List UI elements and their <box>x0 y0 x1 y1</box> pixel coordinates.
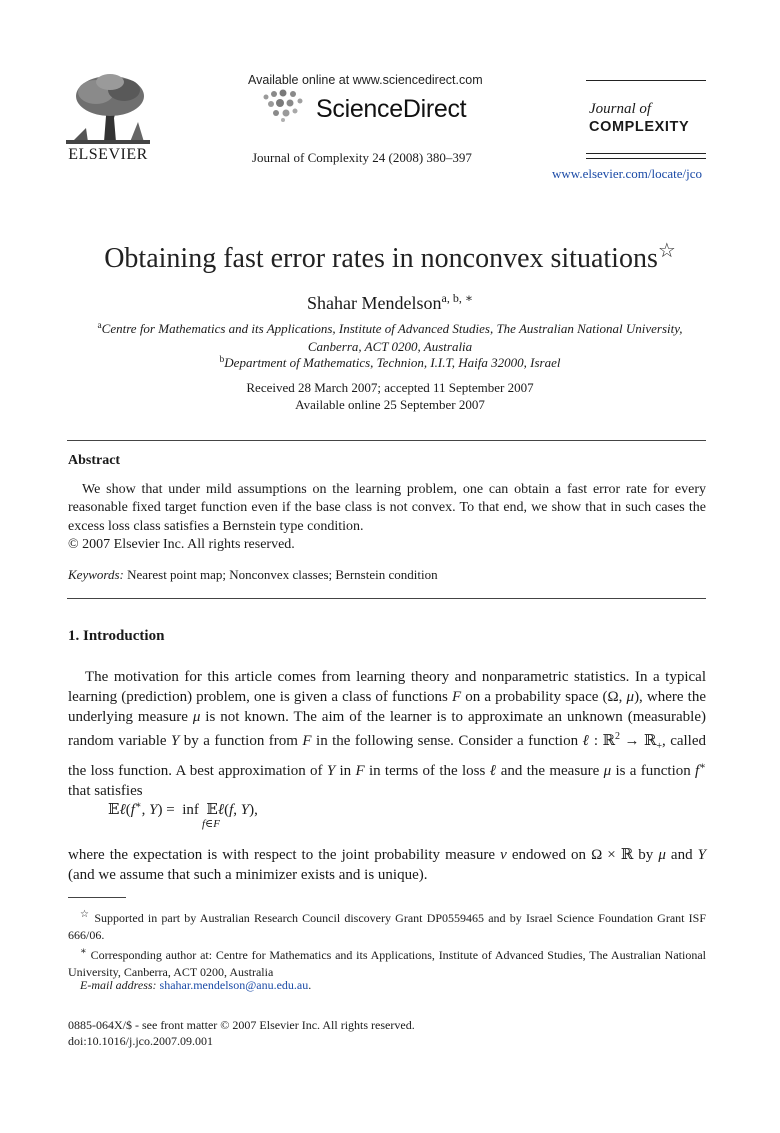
email-link[interactable]: shahar.mendelson@anu.edu.au <box>159 978 309 992</box>
abstract-copyright: © 2007 Elsevier Inc. All rights reserved. <box>68 536 295 552</box>
keywords <box>68 567 438 583</box>
available-online-note: Available online at www.sciencedirect.com <box>248 73 483 87</box>
title-text: Obtaining fast error rates in nonconvex situations <box>104 243 658 274</box>
elsevier-wordmark: ELSEVIER <box>68 146 148 163</box>
affiliation-a-mark: a <box>97 321 102 331</box>
footnote-corr-text: Corresponding author at: Centre for Mathematics and its Applications, Institute of Advanced Studies, The Australian National University, Canberra, ACT 0200, Australia <box>68 948 706 979</box>
footnote-corr-mark: ∗ <box>80 946 87 957</box>
footnote-star-mark: ☆ <box>80 909 91 920</box>
journal-box-rule-bottom-2 <box>586 158 706 159</box>
sciencedirect-brand: ScienceDirect <box>316 95 467 123</box>
journal-box-rule-top <box>586 80 706 81</box>
sciencedirect-dots-icon <box>262 89 312 123</box>
footnote-funding-text: Supported in part by Australian Research Council discovery Grant DP0559465 and by Israel Science Foundation Grant ISF 666/06. <box>68 911 707 942</box>
author-marks[interactable]: a, b, ∗ <box>441 291 473 305</box>
author-name: Shahar Mendelson <box>307 293 442 313</box>
section-heading-introduction: 1. Introduction <box>68 628 165 644</box>
introduction-paragraph: The motivation for this article comes from learning theory and nonparametric statistics. In a typical learning (prediction) problem, one is given a class of functions F on a probability space (Ω, μ), where the underlying measure μ is not known. The aim of the learner is to approximate an unknown (measurable) random variable Y by a function from F in the following sense. Consider a function ℓ : ℝ$^2$ → ℝ$_+$, called the loss function. A best approximation of Y in F in terms of the loss ℓ and the measure μ is a function f∗ that satisfies <box>68 669 707 799</box>
journal-name: COMPLEXITY <box>589 119 690 135</box>
article-title <box>0 238 780 275</box>
journal-url-link[interactable]: www.elsevier.com/locate/jco <box>552 166 703 181</box>
affiliation-a-line1: Centre for Mathematics and its Applications, Institute of Advanced Studies, The Australian National University, <box>101 321 683 336</box>
journal-of-label: Journal of <box>589 101 652 117</box>
abstract-rule-bottom <box>67 598 706 599</box>
equation-subscript: f∈F <box>202 818 220 830</box>
keywords-list: Nearest point map; Nonconvex classes; Bernstein condition <box>127 567 438 582</box>
doi-line[interactable]: doi:10.1016/j.jco.2007.09.001 <box>68 1034 213 1048</box>
affiliation-b-mark: b <box>219 355 225 365</box>
footnote-rule <box>68 897 126 898</box>
abstract-heading: Abstract <box>68 453 121 468</box>
journal-box-rule-bottom-1 <box>586 153 706 154</box>
footnote-funding <box>68 906 706 944</box>
affiliation-a <box>0 321 780 337</box>
equation-best-approximation: 𝔼ℓ(f∗, Y) = inf 𝔼ℓ(f, Y), <box>108 800 258 818</box>
affiliation-a-cont: Canberra, ACT 0200, Australia <box>307 339 473 354</box>
title-footnote-mark[interactable]: ☆ <box>657 240 676 262</box>
introduction-paragraph-continued: where the expectation is with respect to the joint probability measure ν endowed on Ω × ℝ by μ and Y (and we assume that such a minimizer exists and is unique). <box>68 847 706 883</box>
journal-reference: Journal of Complexity 24 (2008) 380–397 <box>252 150 472 165</box>
keywords-label: Keywords: <box>68 567 124 582</box>
available-date: Available online 25 September 2007 <box>295 397 485 412</box>
affiliation-b-text: Department of Mathematics, Technion, I.I.T, Haifa 32000, Israel <box>224 355 561 370</box>
footnote-corresponding <box>68 943 706 981</box>
author-line <box>0 291 780 314</box>
received-dates: Received 28 March 2007; accepted 11 September 2007 <box>246 380 534 395</box>
abstract-rule-top <box>67 440 706 441</box>
email-label: E-mail address: <box>80 978 157 992</box>
footnote-email: E-mail address: shahar.mendelson@anu.edu.au. <box>80 978 312 992</box>
abstract-text: We show that under mild assumptions on the learning problem, one can obtain a fast error rate for every reasonable fixed target function even if the base class is not convex. To that end, we show that in such cases the excess loss class satisfies a Bernstein type condition. <box>68 482 706 534</box>
affiliation-b <box>0 355 780 371</box>
issn-line: 0885-064X/$ - see front matter © 2007 Elsevier Inc. All rights reserved. <box>68 1018 415 1032</box>
abstract-body <box>68 481 706 554</box>
